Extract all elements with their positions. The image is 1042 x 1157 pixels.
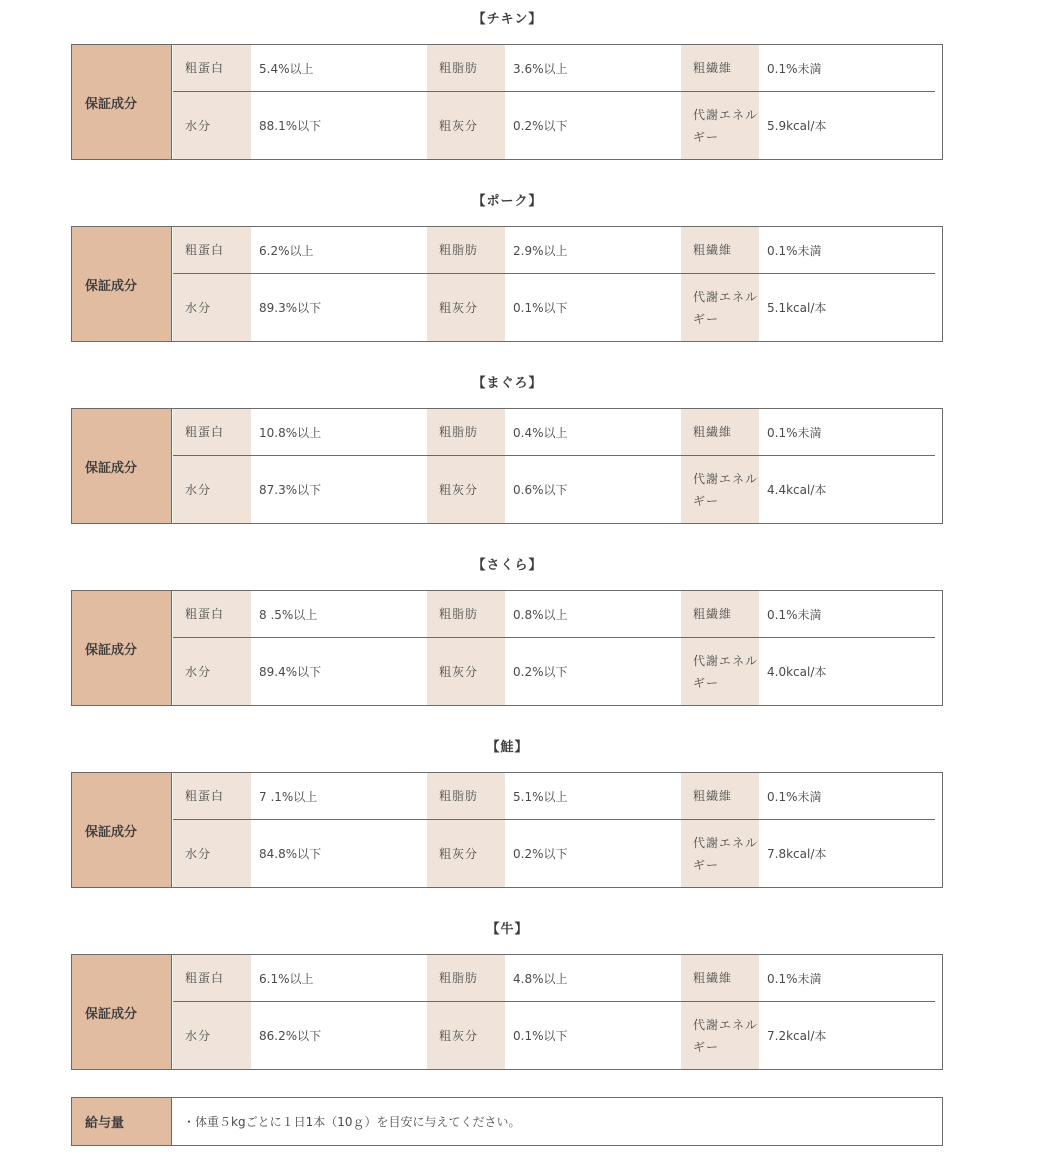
energy-value: 5.1kcal/本 [767,301,827,315]
fat-value: 3.6%以上 [513,61,568,76]
energy-label: 代謝エネルギー [681,456,759,523]
ash-label: 粗灰分 [427,820,505,887]
fat-label: 粗脂肪 [427,45,505,91]
table-row [173,955,935,1002]
ash-label: 粗灰分 [427,92,505,159]
energy-label: 代謝エネルギー [681,92,759,159]
feeding-label: 給与量 [72,1098,172,1145]
fat-label: 粗脂肪 [427,955,505,1001]
ash-value: 0.6%以下 [513,483,568,497]
nutrition-table [71,590,943,706]
feeding-amount-table [71,1097,943,1146]
protein-label: 粗蛋白 [173,955,251,1001]
fat-value: 4.8%以上 [513,971,568,986]
nutrition-table [71,408,943,524]
nutrition-table [71,954,943,1070]
table-row [173,456,935,523]
nutrition-table [71,772,943,888]
moisture-value: 84.8%以下 [259,847,322,861]
ash-value: 0.2%以下 [513,119,568,133]
fiber-value: 0.1%未満 [767,607,822,622]
product-title: 【ポーク】 [472,194,543,209]
product-section [0,364,1042,546]
energy-value: 7.2kcal/本 [767,1029,827,1043]
ash-label: 粗灰分 [427,456,505,523]
guaranteed-analysis-label: 保証成分 [72,227,172,341]
fiber-label: 粗繊維 [681,773,759,819]
protein-value: 5.4%以上 [259,61,314,76]
guaranteed-analysis-label: 保証成分 [72,409,172,523]
energy-label: 代謝エネルギー [681,1002,759,1069]
moisture-label: 水分 [173,638,251,705]
ash-label: 粗灰分 [427,1002,505,1069]
table-row [173,773,935,820]
fat-label: 粗脂肪 [427,591,505,637]
table-row [173,638,935,705]
ash-value: 0.1%以下 [513,301,568,315]
ash-label: 粗灰分 [427,638,505,705]
fiber-label: 粗繊維 [681,45,759,91]
nutrition-table [71,226,943,342]
moisture-label: 水分 [173,820,251,887]
product-section [0,546,1042,728]
nutrition-table [71,44,943,160]
protein-value: 7 .1%以上 [259,789,318,804]
moisture-value: 88.1%以下 [259,119,322,133]
moisture-value: 89.3%以下 [259,301,322,315]
guaranteed-analysis-label: 保証成分 [72,773,172,887]
protein-label: 粗蛋白 [173,409,251,455]
guaranteed-analysis-label: 保証成分 [72,955,172,1069]
moisture-value: 87.3%以下 [259,483,322,497]
protein-value: 6.1%以上 [259,971,314,986]
product-section [0,910,1042,1092]
guaranteed-analysis-label: 保証成分 [72,45,172,159]
fiber-label: 粗繊維 [681,227,759,273]
product-title: 【まぐろ】 [472,376,543,391]
ash-value: 0.2%以下 [513,665,568,679]
table-row [173,591,935,638]
protein-value: 10.8%以上 [259,425,322,440]
fat-label: 粗脂肪 [427,773,505,819]
energy-value: 4.0kcal/本 [767,665,827,679]
fiber-label: 粗繊維 [681,409,759,455]
energy-value: 4.4kcal/本 [767,483,827,497]
table-row [173,1002,935,1069]
energy-label: 代謝エネルギー [681,820,759,887]
ash-value: 0.1%以下 [513,1029,568,1043]
energy-label: 代謝エネルギー [681,274,759,341]
energy-label: 代謝エネルギー [681,638,759,705]
fat-label: 粗脂肪 [427,227,505,273]
protein-label: 粗蛋白 [173,591,251,637]
product-title: 【牛】 [486,922,529,937]
moisture-label: 水分 [173,92,251,159]
table-row [173,227,935,274]
energy-value: 5.9kcal/本 [767,119,827,133]
product-section [0,728,1042,910]
table-row [173,409,935,456]
table-row [173,820,935,887]
product-section [0,182,1042,364]
moisture-value: 89.4%以下 [259,665,322,679]
moisture-value: 86.2%以下 [259,1029,322,1043]
fiber-value: 0.1%未満 [767,61,822,76]
fiber-label: 粗繊維 [681,591,759,637]
protein-value: 8 .5%以上 [259,607,318,622]
feeding-text: ・体重５kgごとに１日1本（10ｇ）を目安に与えてください。 [183,1115,521,1129]
protein-label: 粗蛋白 [173,227,251,273]
fiber-value: 0.1%未満 [767,243,822,258]
product-title: 【チキン】 [472,12,543,27]
product-title: 【鮭】 [486,740,529,755]
table-row [173,45,935,92]
fiber-value: 0.1%未満 [767,425,822,440]
fat-value: 2.9%以上 [513,243,568,258]
table-row [173,274,935,341]
guaranteed-analysis-label: 保証成分 [72,591,172,705]
fiber-label: 粗繊維 [681,955,759,1001]
ash-label: 粗灰分 [427,274,505,341]
energy-value: 7.8kcal/本 [767,847,827,861]
protein-label: 粗蛋白 [173,45,251,91]
fat-label: 粗脂肪 [427,409,505,455]
product-section [0,0,1042,182]
product-title: 【さくら】 [472,558,543,573]
fiber-value: 0.1%未満 [767,789,822,804]
fat-value: 5.1%以上 [513,789,568,804]
fat-value: 0.4%以上 [513,425,568,440]
moisture-label: 水分 [173,456,251,523]
fiber-value: 0.1%未満 [767,971,822,986]
moisture-label: 水分 [173,1002,251,1069]
table-row [173,92,935,159]
ash-value: 0.2%以下 [513,847,568,861]
protein-value: 6.2%以上 [259,243,314,258]
moisture-label: 水分 [173,274,251,341]
fat-value: 0.8%以上 [513,607,568,622]
protein-label: 粗蛋白 [173,773,251,819]
